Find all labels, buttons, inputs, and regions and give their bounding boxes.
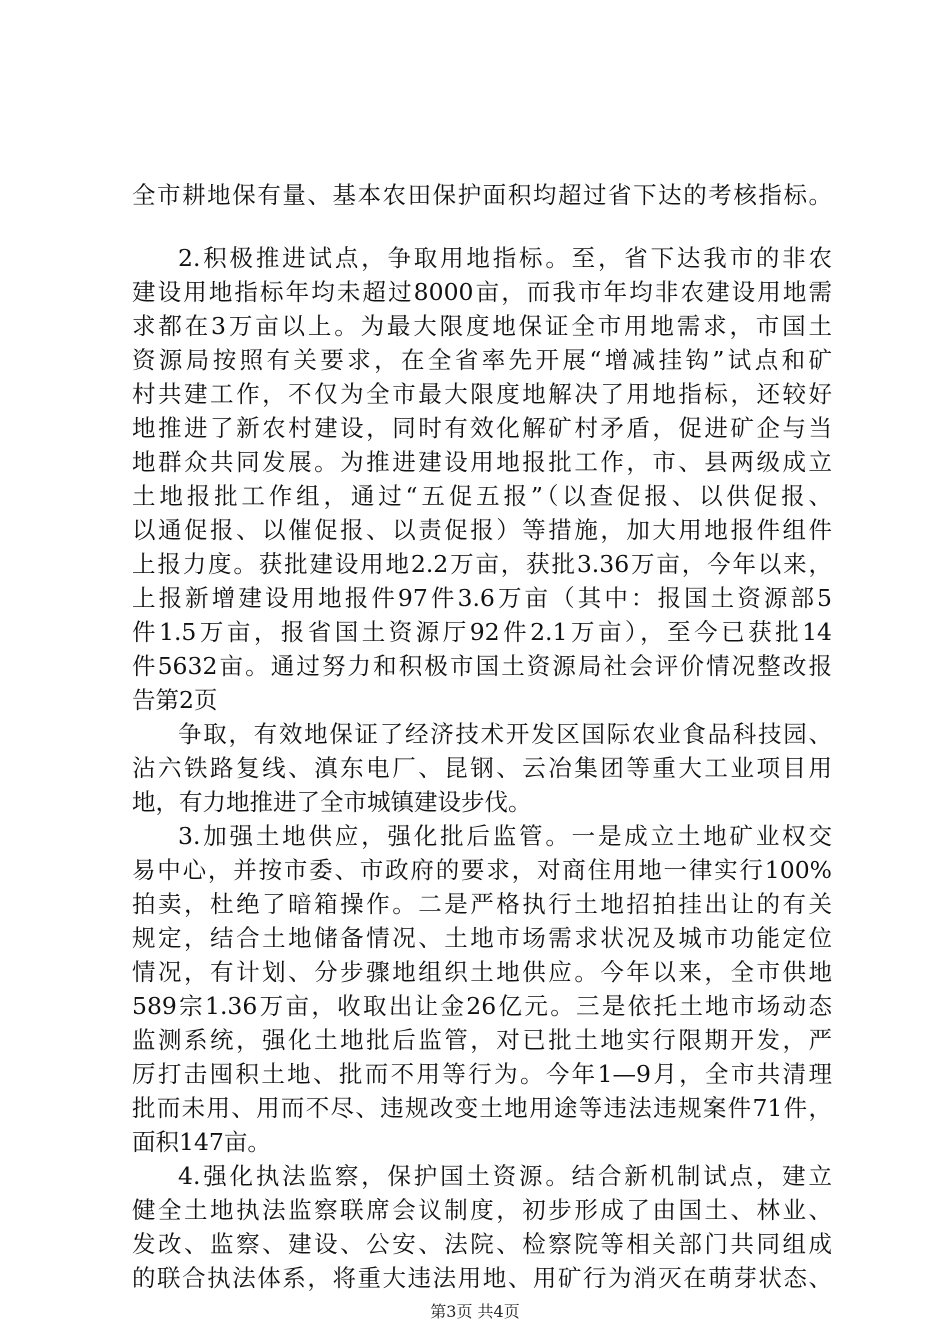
paragraph-line: 土地报批工作组，通过“五促五报”（以查促报、以供促报、: [132, 482, 832, 510]
paragraph-line: 4.强化执法监察，保护国土资源。结合新机制试点，建立: [178, 1162, 832, 1190]
paragraph-line: 以通促报、以催促报、以责促报）等措施，加大用地报件组件: [132, 516, 832, 544]
paragraph-line: 上报力度。获批建设用地2.2万亩，获批3.36万亩，今年以来，: [132, 550, 832, 578]
paragraph-line: 拍卖，杜绝了暗箱操作。二是严格执行土地招拍挂出让的有关: [132, 890, 832, 918]
paragraph-line: 求都在3万亩以上。为最大限度地保证全市用地需求，市国土: [132, 312, 832, 340]
paragraph-line: 沾六铁路复线、滇东电厂、昆钢、云冶集团等重大工业项目用: [132, 754, 832, 782]
paragraph-line: 建设用地指标年均未超过8000亩，而我市年均非农建设用地需: [132, 278, 832, 306]
paragraph-line: 589宗1.36万亩，收取出让金26亿元。三是依托土地市场动态: [132, 992, 832, 1020]
paragraph-line: 地群众共同发展。为推进建设用地报批工作，市、县两级成立: [132, 448, 832, 476]
paragraph-line: 规定，结合土地储备情况、土地市场需求状况及城市功能定位: [132, 924, 832, 952]
paragraph-line: 面积147亩。: [132, 1128, 271, 1156]
paragraph-line: 地推进了新农村建设，同时有效化解矿村矛盾，促进矿企与当: [132, 414, 832, 442]
paragraph-line: 上报新增建设用地报件97件3.6万亩（其中：报国土资源部5: [132, 584, 832, 612]
paragraph-line: 2.积极推进试点，争取用地指标。至，省下达我市的非农: [178, 244, 832, 272]
paragraph-line: 批而未用、用而不尽、违规改变土地用途等违法违规案件71件，: [132, 1094, 832, 1122]
paragraph-line: 发改、监察、建设、公安、法院、检察院等相关部门共同组成: [132, 1230, 832, 1258]
page-number-footer: 第3页 共4页: [430, 1302, 520, 1321]
paragraph-line: 的联合执法体系，将重大违法用地、用矿行为消灭在萌芽状态、: [132, 1264, 832, 1292]
paragraph-line: 厉打击囤积土地、批而不用等行为。今年1—9月，全市共清理: [132, 1060, 832, 1088]
paragraph-line: 地，有力地推进了全市城镇建设步伐。: [132, 788, 532, 816]
paragraph-line: 村共建工作，不仅为全市最大限度地解决了用地指标，还较好: [132, 380, 832, 408]
paragraph-line: 情况，有计划、分步骤地组织土地供应。今年以来，全市供地: [132, 958, 832, 986]
paragraph-line: 3.加强土地供应，强化批后监管。一是成立土地矿业权交: [178, 822, 832, 850]
paragraph-line: 件1.5万亩，报省国土资源厅92件2.1万亩），至今已获批14: [132, 618, 832, 646]
paragraph-line: 易中心，并按市委、市政府的要求，对商住用地一律实行100%: [132, 856, 832, 884]
paragraph-line: 争取，有效地保证了经济技术开发区国际农业食品科技园、: [178, 720, 832, 748]
paragraph-line: 件5632亩。通过努力和积极市国土资源局社会评价情况整改报: [132, 652, 832, 680]
paragraph-line: 健全土地执法监察联席会议制度，初步形成了由国土、林业、: [132, 1196, 832, 1224]
paragraph-line: 监测系统，强化土地批后监管，对已批土地实行限期开发，严: [132, 1026, 832, 1054]
paragraph-line: 资源局按照有关要求，在全省率先开展“增减挂钩”试点和矿: [132, 346, 832, 374]
paragraph-line: 全市耕地保有量、基本农田保护面积均超过省下达的考核指标。: [132, 181, 832, 209]
paragraph-line: 告第2页: [132, 686, 218, 714]
